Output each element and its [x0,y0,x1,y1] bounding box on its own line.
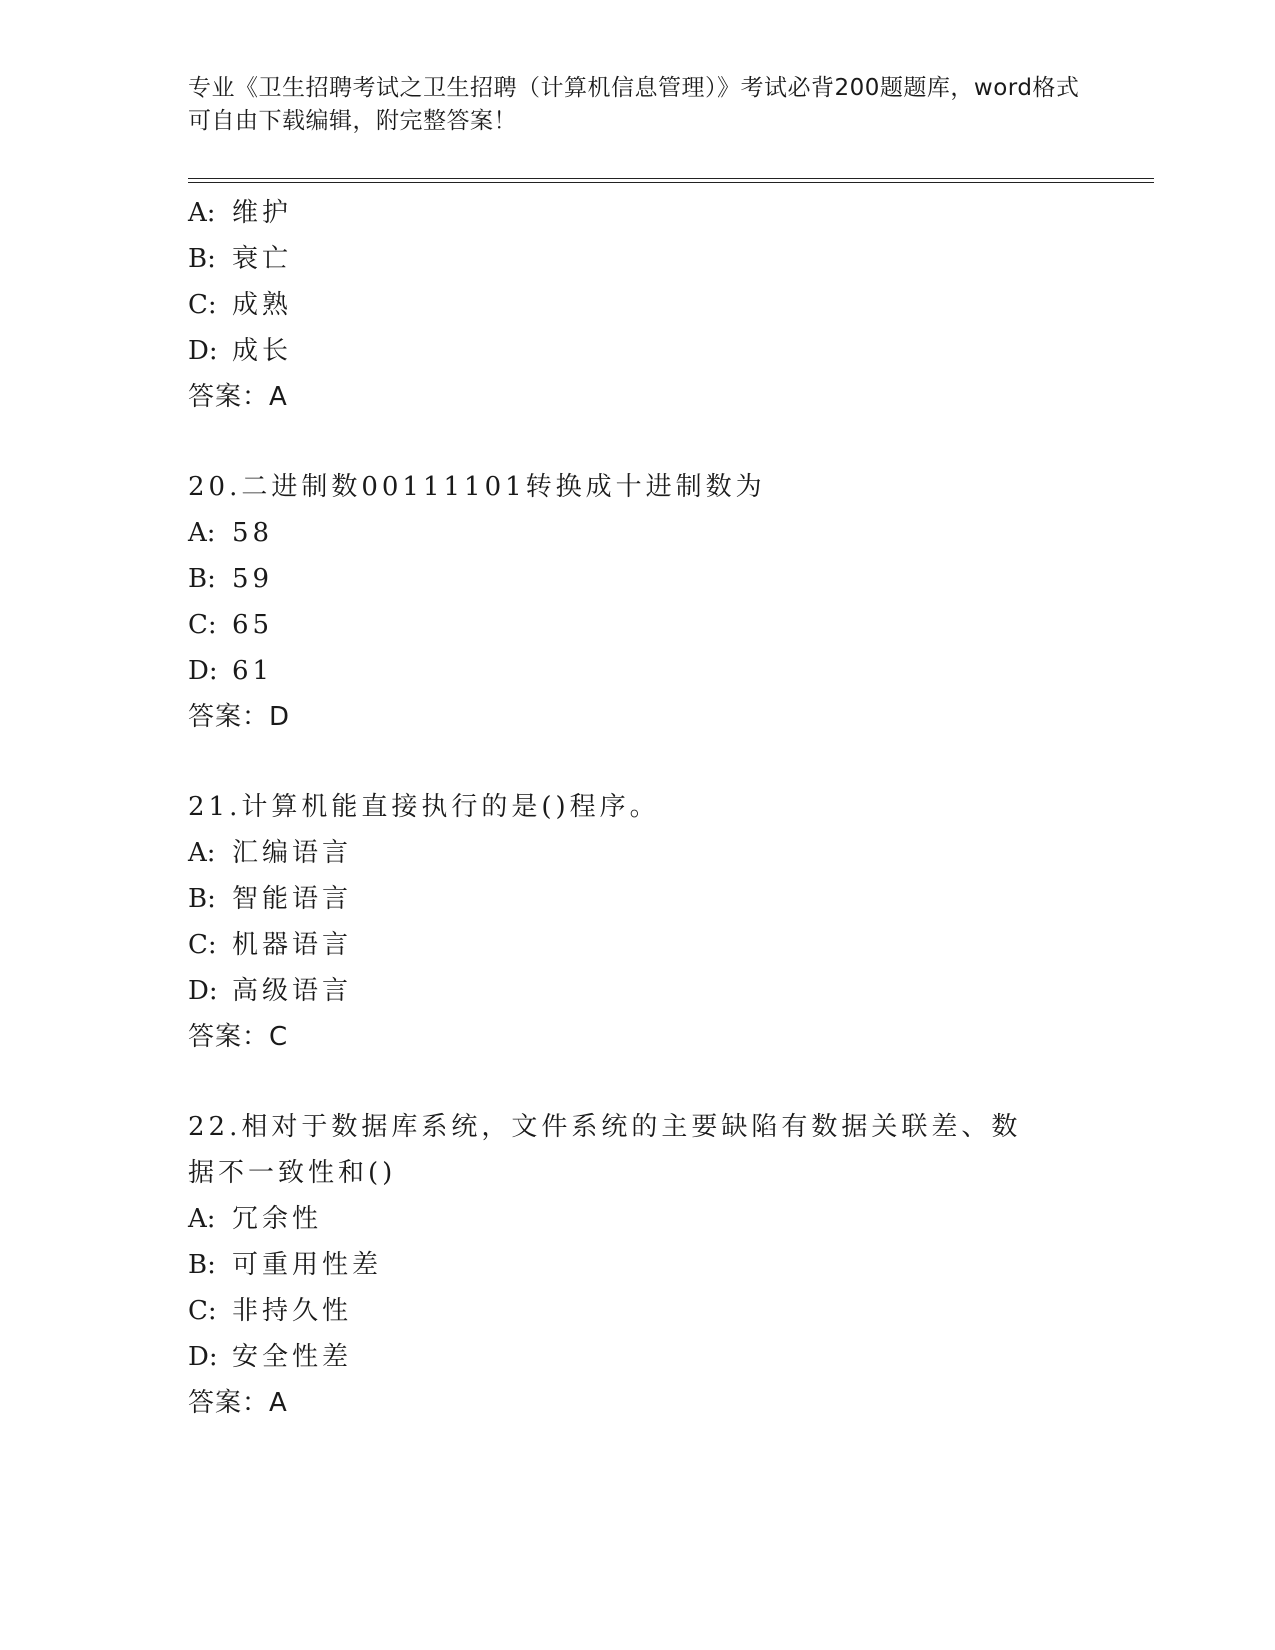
question-block-22 [188,1104,1088,1426]
option-c: C: 65 [188,610,274,640]
option-c: C: 机器语言 [188,930,353,960]
option-a: A: 58 [188,518,274,548]
document-header: 专业《卫生招聘考试之卫生招聘（计算机信息管理）》考试必背200题题库，word格式可自由下载编辑，附完整答案！ [188,75,1080,134]
option-d: D: 61 [188,656,274,686]
option-b: B: 智能语言 [188,884,353,914]
option-d: D: 安全性差 [188,1342,353,1372]
option-d: D: 成长 [188,336,293,366]
header-rule-bottom [188,182,1154,183]
question-stem: 21.计算机能直接执行的是()程序。 [188,792,660,822]
option-b: B: 59 [188,564,274,594]
question-stem: 20.二进制数00111101转换成十进制数为 [188,472,766,502]
question-content [188,190,1088,1426]
question-block-21 [188,784,1088,1060]
option-c: C: 非持久性 [188,1296,353,1326]
answer: 答案：A [188,1388,288,1418]
option-a: A: 冗余性 [188,1204,323,1234]
option-c: C: 成熟 [188,290,293,320]
option-b: B: 可重用性差 [188,1250,383,1280]
answer: 答案：C [188,1022,289,1052]
question-block-continued [188,190,1088,420]
question-block-20 [188,464,1088,740]
option-a: A: 汇编语言 [188,838,353,868]
header-rule-top [188,178,1154,179]
question-stem: 22.相对于数据库系统，文件系统的主要缺陷有数据关联差、数据不一致性和() [188,1112,1022,1188]
option-b: B: 衰亡 [188,244,293,274]
option-d: D: 高级语言 [188,976,353,1006]
option-a: A: 维护 [188,198,293,228]
answer: 答案：D [188,702,291,732]
answer: 答案：A [188,382,288,412]
